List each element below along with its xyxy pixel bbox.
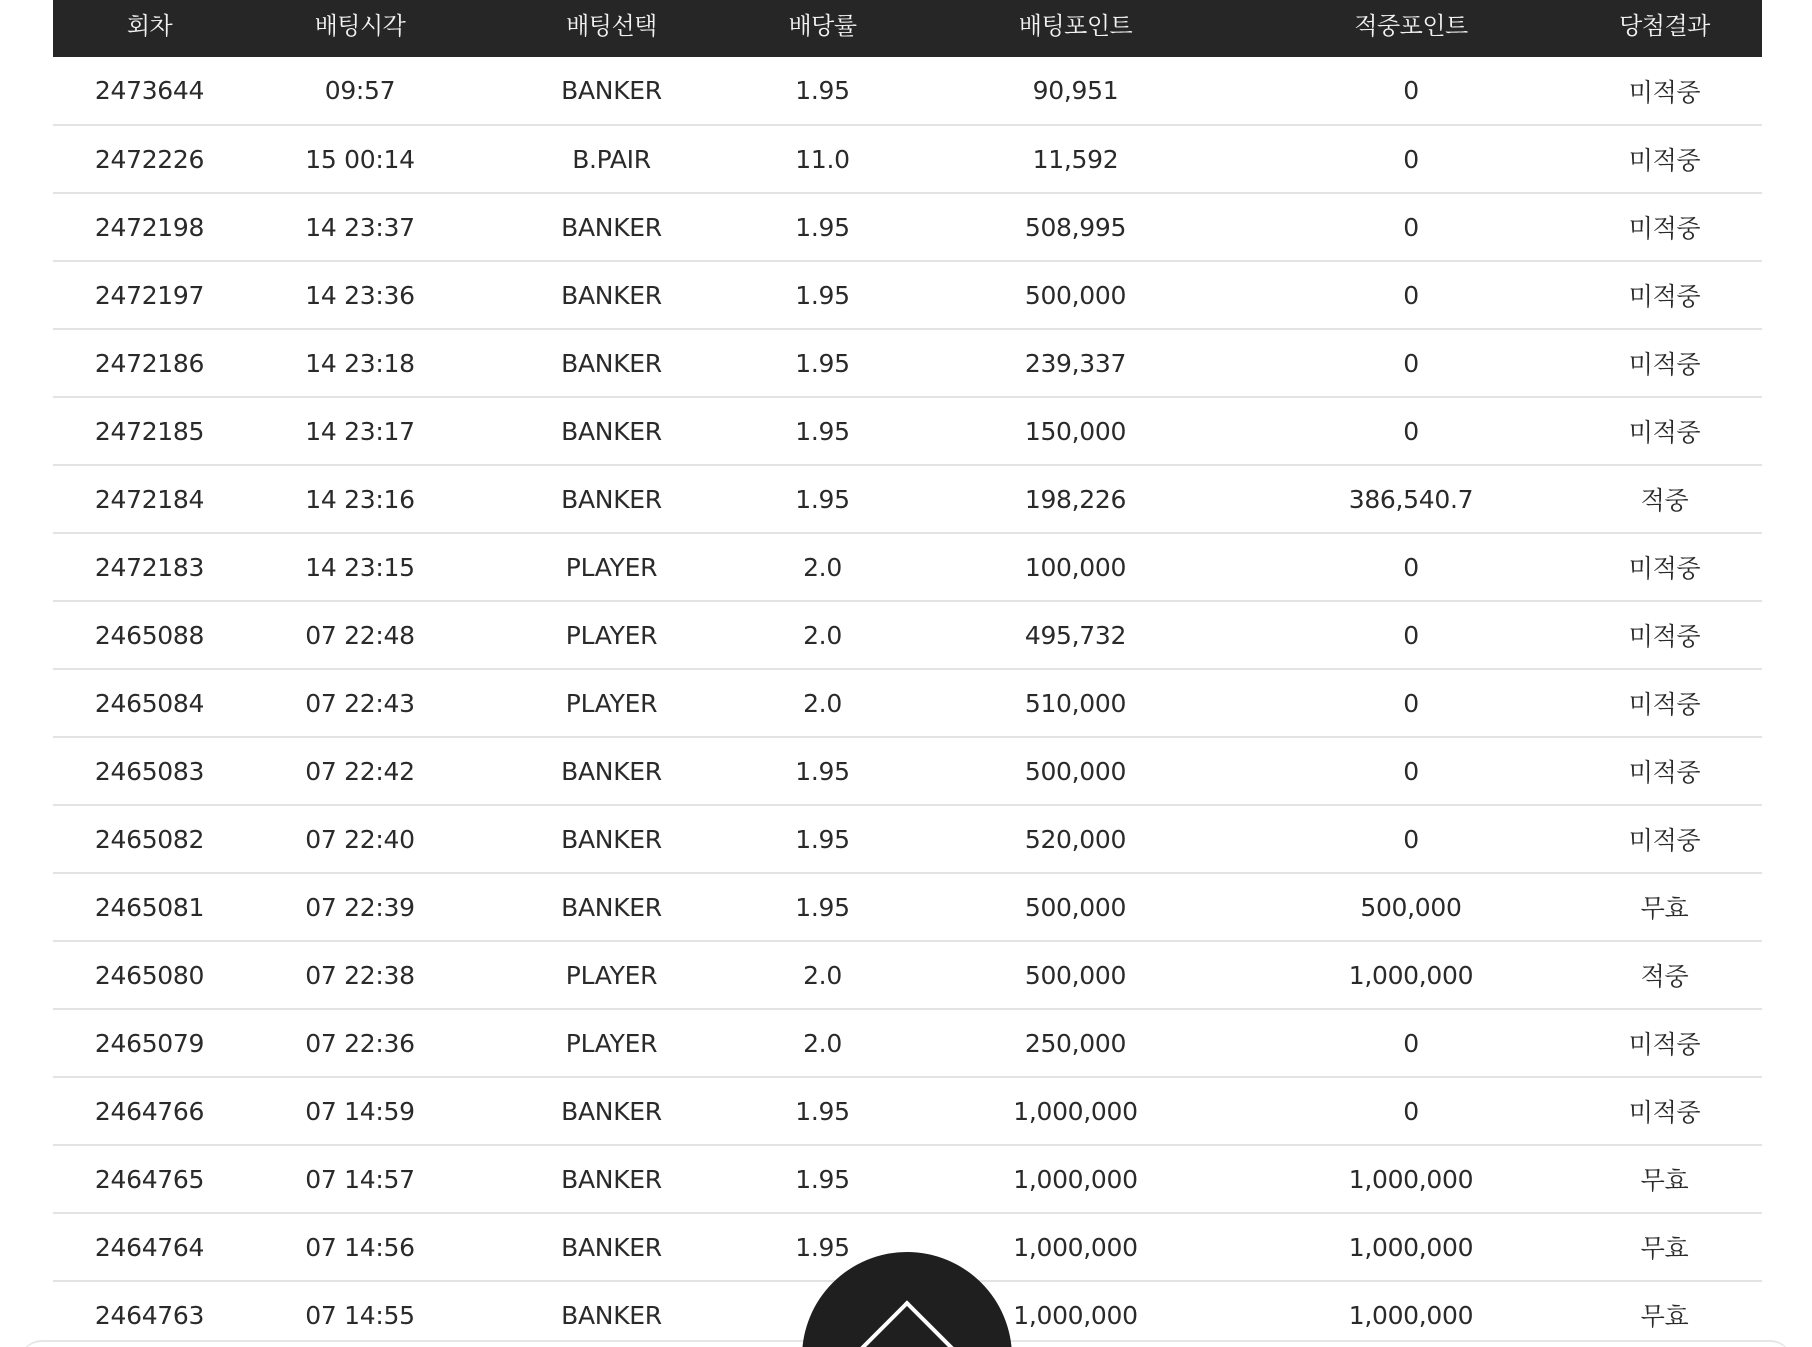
cell-bet-points: 1,000,000: [1013, 1096, 1138, 1126]
cell-bet-time: 07 22:40: [305, 824, 415, 854]
cell-odds: 2.0: [803, 552, 842, 582]
cell-bet-time: 07 14:59: [305, 1096, 415, 1126]
cell-result: 미적중: [1628, 418, 1701, 447]
cell-bet-time: 14 23:16: [305, 484, 415, 514]
cell-win-points: 0: [1403, 620, 1419, 650]
cell-odds: 1.95: [795, 76, 850, 105]
cell-result: 미적중: [1628, 282, 1701, 311]
header-bet-points: 배팅포인트: [1018, 12, 1133, 40]
cell-bet-choice: BANKER: [561, 892, 662, 922]
cell-result: 적중: [1640, 962, 1689, 991]
cell-bet-time: 07 14:55: [305, 1300, 415, 1330]
cell-win-points: 0: [1403, 1028, 1419, 1058]
cell-win-points: 0: [1403, 756, 1419, 786]
cell-result: 무효: [1640, 894, 1689, 923]
header-result: 당첨결과: [1619, 12, 1710, 40]
cell-round: 2472198: [94, 212, 205, 242]
cell-win-points: 1,000,000: [1348, 1232, 1474, 1262]
cell-bet-time: 07 22:43: [305, 688, 415, 718]
header-bet-choice: 배팅선택: [566, 12, 657, 40]
cell-odds: 2.0: [803, 1028, 842, 1058]
cell-round: 2465083: [94, 756, 205, 786]
cell-win-points: 0: [1403, 1096, 1419, 1126]
cell-bet-choice: PLAYER: [565, 1028, 658, 1058]
cell-result: 무효: [1640, 1166, 1689, 1195]
table-row: [53, 873, 1762, 941]
cell-bet-choice: BANKER: [561, 484, 662, 514]
cell-bet-points: 11,592: [1032, 144, 1119, 174]
cell-win-points: 0: [1403, 824, 1419, 854]
cell-bet-points: 198,226: [1024, 484, 1127, 514]
cell-bet-points: 520,000: [1024, 824, 1127, 854]
cell-odds: 2.0: [803, 688, 842, 718]
cell-odds: 1.95: [795, 416, 850, 446]
cell-round: 2472226: [94, 144, 205, 174]
cell-round: 2472185: [94, 416, 205, 446]
table-header-row: [53, 0, 1762, 57]
cell-bet-points: 100,000: [1024, 552, 1127, 582]
cell-win-points: 386,540.7: [1348, 484, 1474, 514]
cell-win-points: 0: [1403, 280, 1419, 310]
cell-round: 2464765: [94, 1164, 205, 1194]
cell-round: 2473644: [94, 76, 205, 105]
cell-bet-points: 150,000: [1024, 416, 1127, 446]
header-odds: 배당률: [788, 12, 857, 40]
cell-round: 2465084: [94, 688, 205, 718]
cell-round: 2472183: [94, 552, 205, 582]
table-row: [53, 57, 1762, 125]
table-header: [53, 0, 1762, 57]
header-bet-time: 배팅시각: [314, 12, 406, 40]
cell-round: 2465079: [94, 1028, 205, 1058]
header-win-points: 적중포인트: [1354, 12, 1468, 40]
cell-round: 2465080: [94, 960, 205, 990]
cell-round: 2465088: [94, 620, 205, 650]
table-row: [53, 1077, 1762, 1145]
cell-bet-points: 500,000: [1024, 756, 1127, 786]
cell-result: 미적중: [1628, 826, 1701, 855]
cell-round: 2472197: [94, 280, 205, 310]
cell-bet-points: 90,951: [1032, 76, 1119, 105]
table-row: [53, 669, 1762, 737]
cell-bet-choice: BANKER: [561, 212, 662, 242]
cell-bet-time: 14 23:18: [305, 348, 415, 378]
table-row: [53, 193, 1762, 261]
cell-bet-time: 14 23:15: [305, 552, 415, 582]
cell-odds: 1.95: [795, 1164, 850, 1194]
betting-history-table-container: [53, 0, 1762, 1347]
cell-bet-time: 07 22:48: [305, 620, 415, 650]
table-row: [53, 125, 1762, 193]
table-row: [53, 465, 1762, 533]
cell-bet-time: 09:57: [324, 76, 396, 105]
cell-round: 2472184: [94, 484, 205, 514]
cell-round: 2464763: [94, 1300, 205, 1330]
cell-bet-choice: BANKER: [561, 1164, 662, 1194]
table-row: [53, 1009, 1762, 1077]
cell-win-points: 0: [1403, 348, 1419, 378]
cell-result: 미적중: [1628, 146, 1701, 175]
table-row: [53, 533, 1762, 601]
table-row: [53, 261, 1762, 329]
table-row: [53, 805, 1762, 873]
cell-bet-choice: PLAYER: [565, 960, 658, 990]
cell-bet-points: 500,000: [1024, 280, 1127, 310]
cell-bet-time: 07 14:57: [305, 1164, 415, 1194]
cell-odds: 1.95: [795, 892, 850, 922]
table-row: [53, 329, 1762, 397]
cell-win-points: 0: [1403, 688, 1419, 718]
cell-round: 2464766: [94, 1096, 205, 1126]
cell-bet-time: 07 14:56: [305, 1232, 415, 1262]
cell-bet-time: 14 23:36: [305, 280, 415, 310]
cell-result: 미적중: [1628, 622, 1701, 651]
cell-odds: 1.95: [795, 280, 850, 310]
table-row: [53, 601, 1762, 669]
cell-bet-points: 1,000,000: [1013, 1300, 1138, 1330]
cell-bet-time: 07 22:38: [305, 960, 415, 990]
table-body: [53, 57, 1762, 1347]
cell-result: 미적중: [1628, 758, 1701, 787]
cell-odds: 1.95: [795, 756, 850, 786]
cell-result: 무효: [1640, 1302, 1689, 1331]
cell-bet-points: 510,000: [1024, 688, 1127, 718]
cell-bet-points: 495,732: [1024, 620, 1127, 650]
cell-odds: 1.95: [795, 1232, 850, 1262]
cell-bet-points: 1,000,000: [1013, 1232, 1138, 1262]
cell-result: 미적중: [1628, 690, 1701, 719]
cell-bet-points: 239,337: [1024, 348, 1127, 378]
table-row: [53, 397, 1762, 465]
cell-bet-points: 500,000: [1024, 892, 1127, 922]
cell-result: 미적중: [1628, 214, 1701, 243]
cell-result: 적중: [1640, 486, 1689, 515]
cell-bet-choice: BANKER: [561, 1232, 662, 1262]
table-row: [53, 737, 1762, 805]
cell-bet-points: 250,000: [1024, 1028, 1127, 1058]
cell-bet-time: 07 22:39: [305, 892, 415, 922]
cell-bet-time: 14 23:17: [305, 416, 415, 446]
cell-bet-choice: B.PAIR: [572, 144, 651, 174]
cell-result: 미적중: [1628, 1030, 1701, 1059]
cell-bet-choice: PLAYER: [565, 552, 658, 582]
cell-round: 2465082: [94, 824, 205, 854]
cell-odds: 1.95: [795, 1096, 850, 1126]
cell-bet-choice: BANKER: [561, 1096, 662, 1126]
cell-result: 미적중: [1628, 77, 1701, 107]
cell-bet-points: 508,995: [1024, 212, 1127, 242]
cell-odds: 1.95: [795, 824, 850, 854]
cell-bet-choice: BANKER: [561, 416, 662, 446]
cell-bet-choice: BANKER: [561, 280, 662, 310]
cell-bet-points: 500,000: [1024, 960, 1127, 990]
cell-round: 2464764: [94, 1232, 205, 1262]
cell-win-points: 1,000,000: [1348, 1164, 1474, 1194]
cell-odds: 11.0: [795, 144, 850, 174]
cell-win-points: 0: [1403, 144, 1419, 174]
table-row: [53, 1145, 1762, 1213]
cell-bet-choice: BANKER: [561, 1300, 662, 1330]
cell-bet-choice: BANKER: [561, 348, 662, 378]
header-round: 회차: [126, 12, 173, 40]
cell-bet-choice: PLAYER: [565, 620, 658, 650]
cell-bet-time: 14 23:37: [305, 212, 415, 242]
cell-bet-time: 15 00:14: [305, 144, 415, 174]
cell-bet-time: 07 22:36: [305, 1028, 415, 1058]
cell-bet-choice: BANKER: [561, 824, 662, 854]
cell-odds: 1.95: [795, 348, 850, 378]
cell-result: 미적중: [1628, 1098, 1701, 1127]
cell-bet-points: 1,000,000: [1013, 1164, 1138, 1194]
cell-odds: 1.95: [795, 484, 850, 514]
cell-bet-choice: PLAYER: [565, 688, 658, 718]
cell-round: 2465081: [94, 892, 205, 922]
cell-odds: 2.0: [803, 960, 842, 990]
chevron-up-icon: [860, 1300, 953, 1347]
cell-win-points: 0: [1403, 552, 1419, 582]
cell-win-points: 500,000: [1360, 892, 1462, 922]
cell-result: 무효: [1640, 1234, 1689, 1263]
cell-odds: 2.0: [803, 620, 842, 650]
table-row: [53, 941, 1762, 1009]
cell-odds: 1.95: [795, 212, 850, 242]
cell-win-points: 1,000,000: [1348, 960, 1474, 990]
cell-round: 2472186: [94, 348, 205, 378]
cell-win-points: 0: [1403, 76, 1419, 105]
cell-win-points: 0: [1403, 212, 1419, 242]
cell-result: 미적중: [1628, 350, 1701, 379]
cell-bet-choice: BANKER: [561, 76, 662, 105]
cell-bet-time: 07 22:42: [305, 756, 415, 786]
betting-history-table: [53, 0, 1762, 1347]
cell-win-points: 1,000,000: [1348, 1300, 1474, 1330]
cell-result: 미적중: [1628, 554, 1701, 583]
cell-win-points: 0: [1403, 416, 1419, 446]
cell-bet-choice: BANKER: [561, 756, 662, 786]
